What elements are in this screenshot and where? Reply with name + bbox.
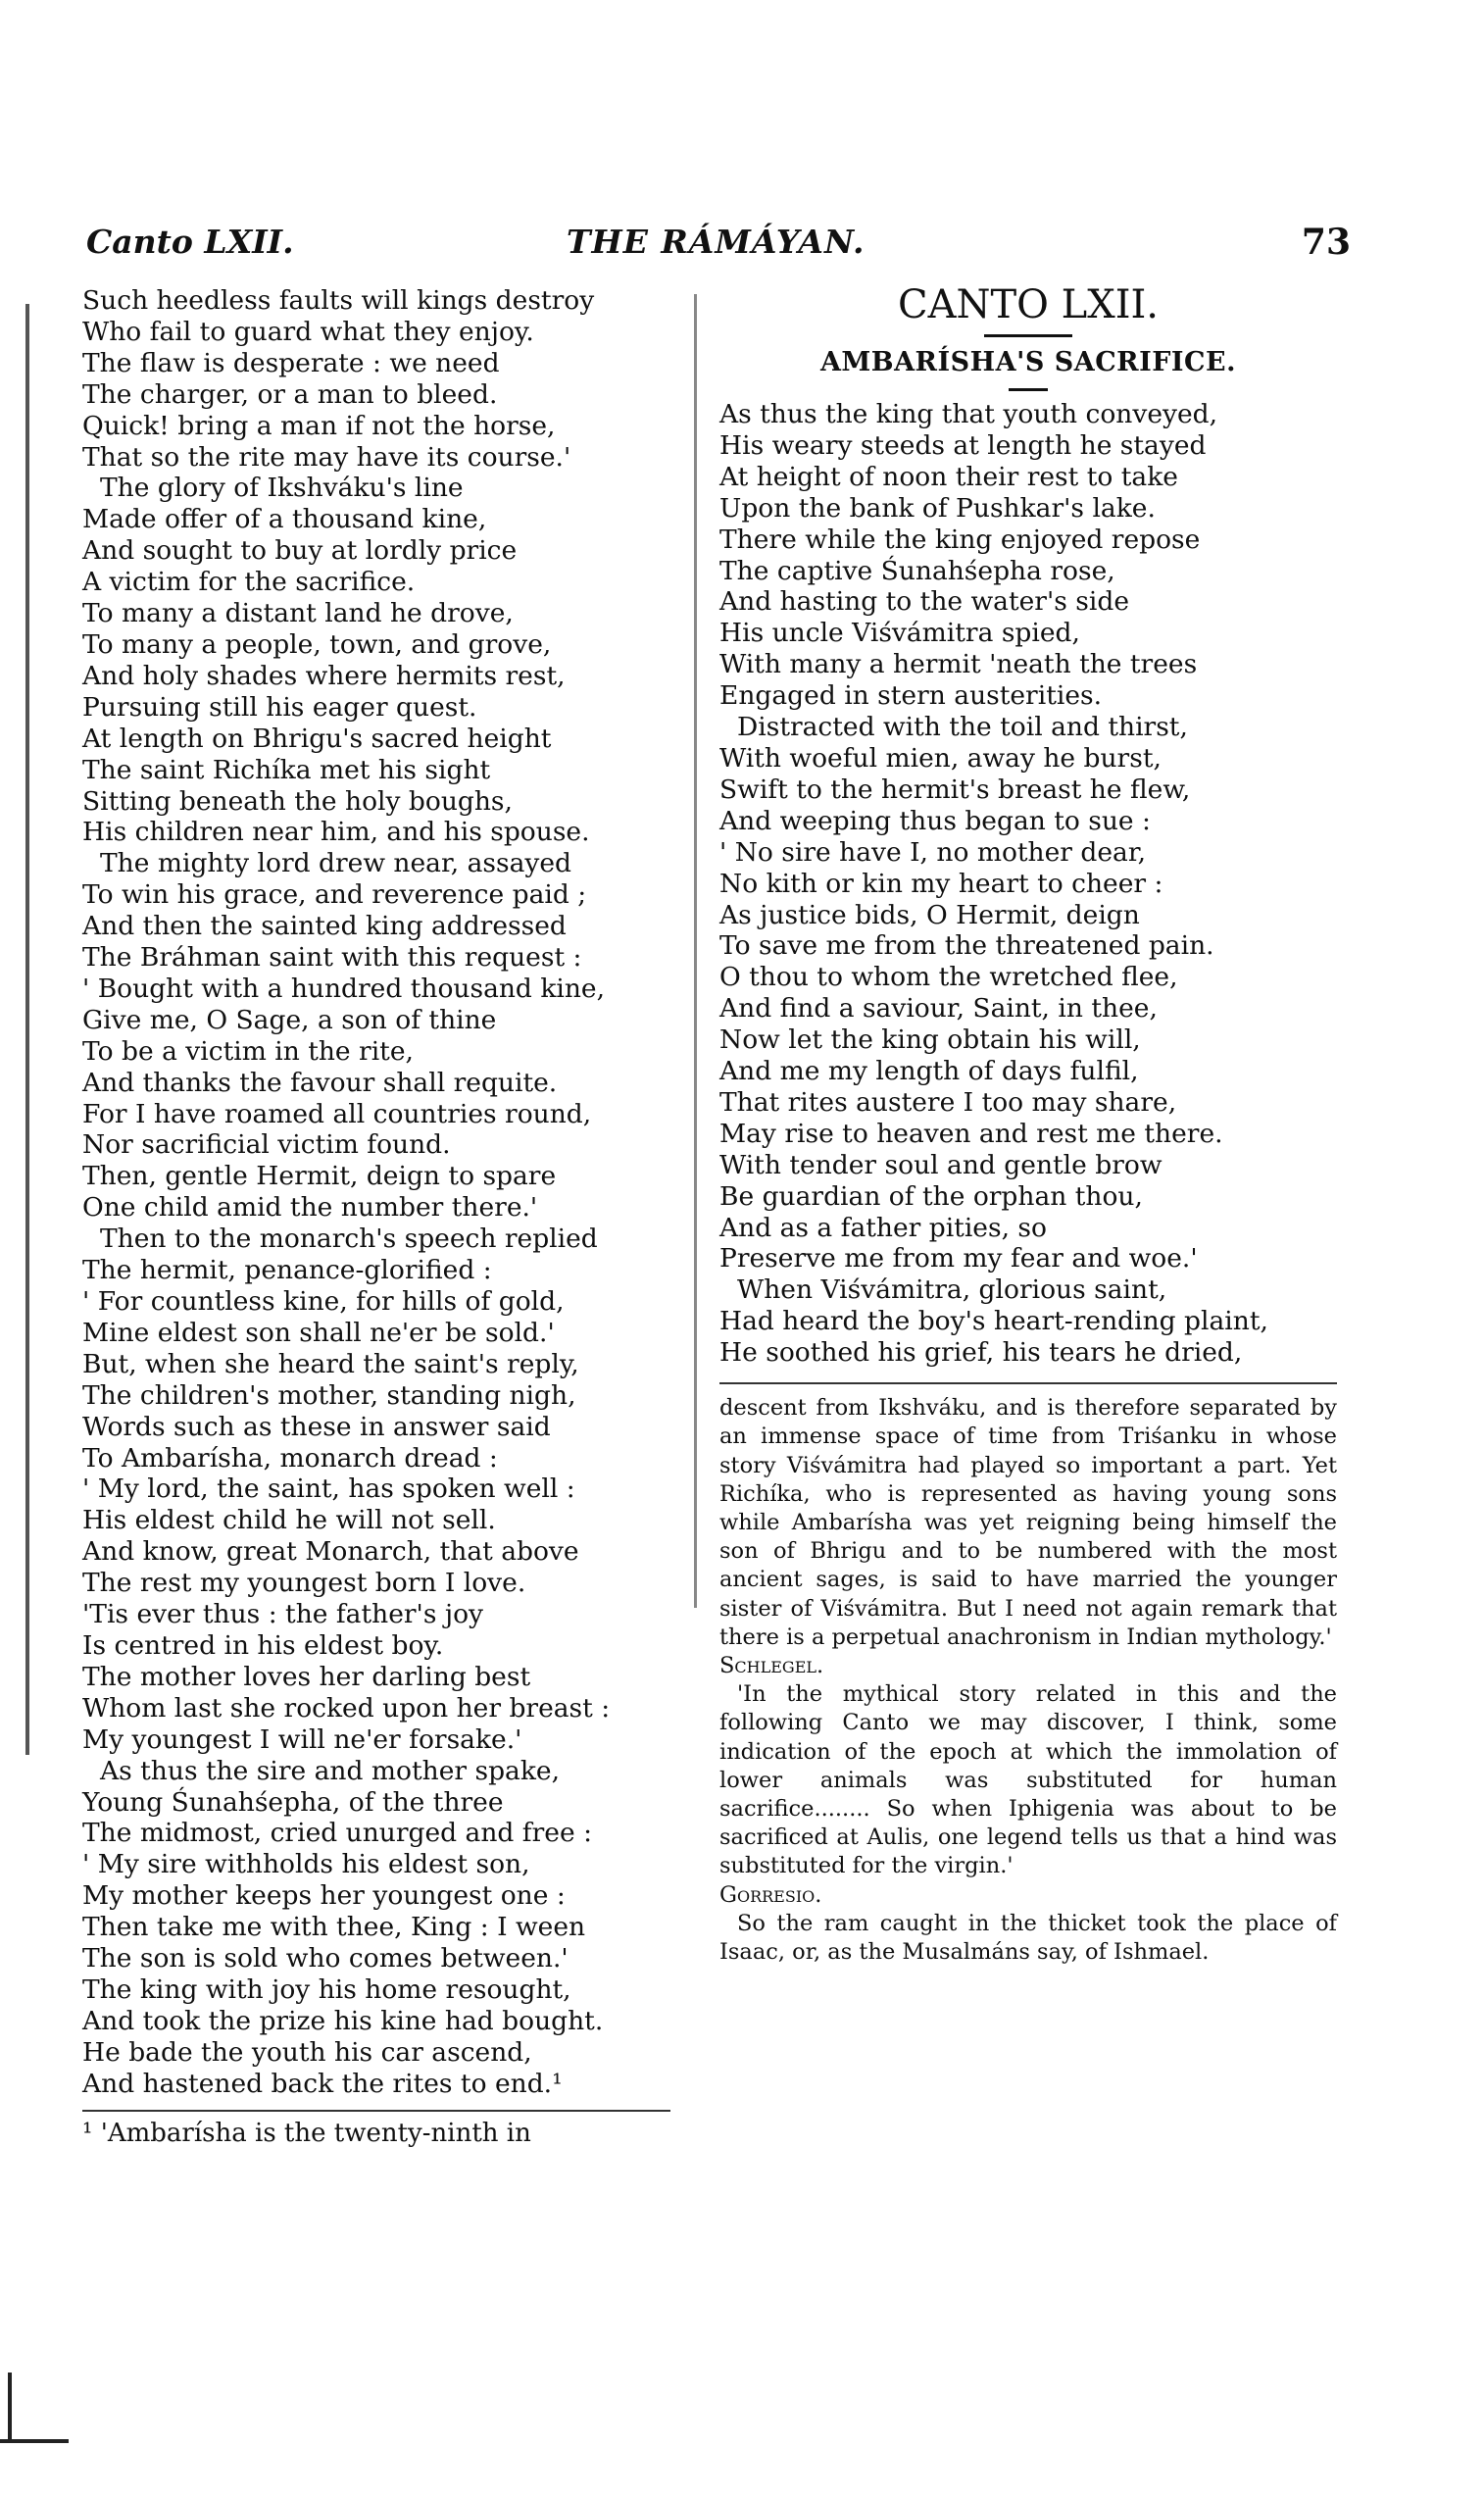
canto-title: CANTO LXII. (897, 282, 1160, 327)
left-verse-line: The rest my youngest born I love. (82, 1568, 526, 1599)
page-number: 73 (1301, 222, 1351, 263)
left-footnote: ¹ 'Ambarísha is the twenty-ninth in (82, 2110, 670, 2149)
left-verse-line: One child amid the number there.' (82, 1192, 538, 1224)
right-verse-line: Swift to the hermit's breast he flew, (719, 774, 1191, 805)
running-header (86, 218, 1351, 267)
left-verse-line: His children near him, and his spouse. (82, 817, 590, 848)
right-verse-line: The captive Śunahśepha rose, (719, 555, 1115, 586)
right-verse-line: His uncle Viśvámitra spied, (719, 618, 1080, 649)
right-verse-line: To save me from the threatened pain. (719, 930, 1214, 962)
header-book-title: THE RÁMÁYAN. (567, 223, 866, 261)
left-verse-line: His eldest child he will not sell. (82, 1505, 496, 1536)
left-verse-line: My youngest I will ne'er forsake.' (82, 1724, 522, 1755)
right-verse-line: O thou to whom the wretched flee, (719, 962, 1178, 993)
footnote-block (719, 1394, 1337, 1967)
right-verse-line: And hasting to the water's side (719, 586, 1129, 618)
subtitle-rule (1009, 388, 1048, 391)
right-verse-line: At height of noon their rest to take (719, 461, 1178, 492)
left-verse-line: A victim for the sacrifice. (82, 567, 416, 598)
left-verse-line: Give me, O Sage, a son of thine (82, 1004, 497, 1035)
left-verse-line: ' My lord, the saint, has spoken well : (82, 1474, 575, 1505)
left-verse-line: Then take me with thee, King : I ween (82, 1912, 586, 1943)
left-verse-line: To win his grace, and reverence paid ; (82, 879, 587, 911)
left-verse-line: The glory of Ikshváku's line (100, 473, 464, 504)
right-verse-line: Had heard the boy's heart-rending plaint, (719, 1306, 1268, 1337)
left-verse-line: And hastened back the rites to end.¹ (82, 2068, 563, 2099)
footnote-signature-2: Gorresio. (719, 1881, 822, 1908)
left-verse-line: He bade the youth his car ascend, (82, 2036, 532, 2068)
right-verse-line: There while the king enjoyed repose (719, 524, 1201, 555)
left-column (82, 285, 685, 2149)
left-verse-line: That so the rite may have its course.' (82, 441, 571, 473)
right-verse-line: Preserve me from my fear and woe.' (719, 1243, 1198, 1274)
binding-edge-mark (25, 304, 29, 1755)
left-verse-line: ' My sire withholds his eldest son, (82, 1849, 530, 1880)
corner-mark-vertical (8, 2373, 12, 2443)
right-verse-line: With many a hermit 'neath the trees (719, 649, 1198, 680)
right-verse-line: No kith or kin my heart to cheer : (719, 868, 1163, 899)
title-rule (984, 334, 1072, 337)
left-verse-line: Such heedless faults will kings destroy (82, 285, 595, 316)
left-verse-line: The king with joy his home resought, (82, 1973, 571, 2005)
right-verse-line: And as a father pities, so (719, 1212, 1047, 1243)
left-verse-line: Sitting beneath the holy boughs, (82, 785, 513, 817)
left-verse-line: And then the sainted king addressed (82, 911, 567, 942)
header-canto: Canto LXII. (86, 223, 294, 261)
left-verse-line: The midmost, cried unurged and free : (82, 1818, 592, 1849)
right-verse-line: As justice bids, O Hermit, deign (719, 899, 1140, 930)
left-verse-line: The hermit, penance-glorified : (82, 1255, 492, 1286)
left-verse-line: To many a distant land he drove, (82, 598, 514, 629)
left-verse-line: And holy shades where hermits rest, (82, 660, 566, 691)
left-verse-line: 'Tis ever thus : the father's joy (82, 1599, 483, 1630)
left-verse-line: And sought to buy at lordly price (82, 535, 518, 567)
left-verse-line: ' For countless kine, for hills of gold, (82, 1286, 565, 1317)
left-verse-line: Pursuing still his eager quest. (82, 691, 477, 723)
right-verse-line: Now let the king obtain his will, (719, 1024, 1141, 1056)
left-verse-line: Made offer of a thousand kine, (82, 504, 487, 535)
right-verse (719, 399, 1337, 1369)
left-verse-line: Who fail to guard what they enjoy. (82, 316, 534, 347)
right-verse-line: And find a saviour, Saint, in thee, (719, 993, 1158, 1024)
left-verse-line: To many a people, town, and grove, (82, 628, 552, 660)
right-verse-line: Upon the bank of Pushkar's lake. (719, 492, 1156, 524)
left-verse-line: Is centred in his eldest boy. (82, 1629, 444, 1661)
footnote-para-1: descent from Ikshváku, and is therefore separated by an immense space of time from Triśanku in whose story Viśvámitra had played so important a part. Yet Richíka, who is represented as having young sons while Ambarísha was yet reigning being himself the son of Bhrigu and to be numbered with the most ancient sages, is said to have married the younger sister of Viśvámitra. But I need not again remark that there is a perpetual anachronism in Indian mythology.' (719, 1395, 1337, 1650)
footnote-signature-1: Schlegel. (719, 1652, 824, 1678)
left-verse-line: To be a victim in the rite, (82, 1035, 414, 1067)
right-verse-line: With woeful mien, away he burst, (719, 742, 1162, 774)
right-verse-line: As thus the king that youth conveyed, (719, 399, 1218, 429)
left-verse-line: Nor sacrificial victim found. (82, 1129, 451, 1161)
left-verse-line: At length on Bhrigu's sacred height (82, 723, 552, 754)
right-verse-line: His weary steeds at length he stayed (719, 429, 1207, 461)
left-verse-line: To Ambarísha, monarch dread : (82, 1442, 498, 1474)
left-verse-line: The children's mother, standing nigh, (82, 1379, 576, 1411)
left-verse-line: The son is sold who comes between.' (82, 1943, 569, 1974)
right-verse-line: Be guardian of the orphan thou, (719, 1180, 1143, 1212)
left-verse-line: The Bráhman saint with this request : (82, 942, 582, 974)
left-verse-line: The mother loves her darling best (82, 1661, 531, 1692)
footnote-para-2: 'In the mythical story related in this and the following Canto we may discover, I think, some indication of the epoch at which the immolation of lower animals was substituted for human sacrifice........ So when Iphigenia was about to be sacrificed at Aulis, one legend tells us that a hind was substituted for the virgin.' (719, 1681, 1337, 1879)
column-divider (694, 294, 697, 1608)
right-column (719, 282, 1337, 1967)
left-verse-line: For I have roamed all countries round, (82, 1098, 592, 1129)
left-verse-line: ' Bought with a hundred thousand kine, (82, 973, 606, 1004)
right-verse-line: ' No sire have I, no mother dear, (719, 836, 1147, 868)
left-verse-line: Whom last she rocked upon her breast : (82, 1692, 611, 1724)
left-verse-line: The flaw is desperate : we need (82, 347, 500, 378)
left-verse-line: Quick! bring a man if not the horse, (82, 410, 556, 441)
footnote-divider (719, 1382, 1337, 1384)
left-verse-line: My mother keeps her youngest one : (82, 1880, 566, 1912)
left-verse-line: Young Śunahśepha, of the three (82, 1786, 504, 1818)
left-verse-line: Then, gentle Hermit, deign to spare (82, 1161, 557, 1192)
right-verse-line: And me my length of days fulfil, (719, 1056, 1139, 1087)
left-verse-line: The saint Richíka met his sight (82, 754, 491, 785)
canto-subtitle: AMBARÍSHA'S SACRIFICE. (819, 347, 1237, 377)
left-verse-line: And know, great Monarch, that above (82, 1536, 579, 1568)
right-verse-line: Distracted with the toil and thirst, (737, 712, 1188, 743)
right-verse-line: May rise to heaven and rest me there. (719, 1118, 1223, 1149)
left-verse-line: And thanks the favour shall requite. (82, 1067, 558, 1098)
left-verse-line: Then to the monarch's speech replied (100, 1224, 598, 1255)
right-verse-line: He soothed his grief, his tears he dried, (719, 1337, 1243, 1369)
left-verse-line: Mine eldest son shall ne'er be sold.' (82, 1317, 555, 1348)
right-verse-line: When Viśvámitra, glorious saint, (737, 1274, 1167, 1306)
footnote-para-3: So the ram caught in the thicket took the place of Isaac, or, as the Musalmáns say, of Ishmael. (719, 1910, 1337, 1965)
left-verse-line: As thus the sire and mother spake, (100, 1755, 560, 1786)
left-verse-line: Words such as these in answer said (82, 1411, 551, 1442)
right-verse-line: Engaged in stern austerities. (719, 680, 1103, 712)
right-verse-line: That rites austere I too may share, (719, 1086, 1177, 1118)
left-verse-line: But, when she heard the saint's reply, (82, 1348, 579, 1379)
left-verse-line: The charger, or a man to bleed. (82, 378, 498, 410)
left-verse-line: And took the prize his kine had bought. (82, 2005, 604, 2036)
right-verse-line: With tender soul and gentle brow (719, 1149, 1162, 1180)
right-verse-line: And weeping thus began to sue : (719, 805, 1151, 836)
left-verse-line: The mighty lord drew near, assayed (100, 848, 571, 879)
